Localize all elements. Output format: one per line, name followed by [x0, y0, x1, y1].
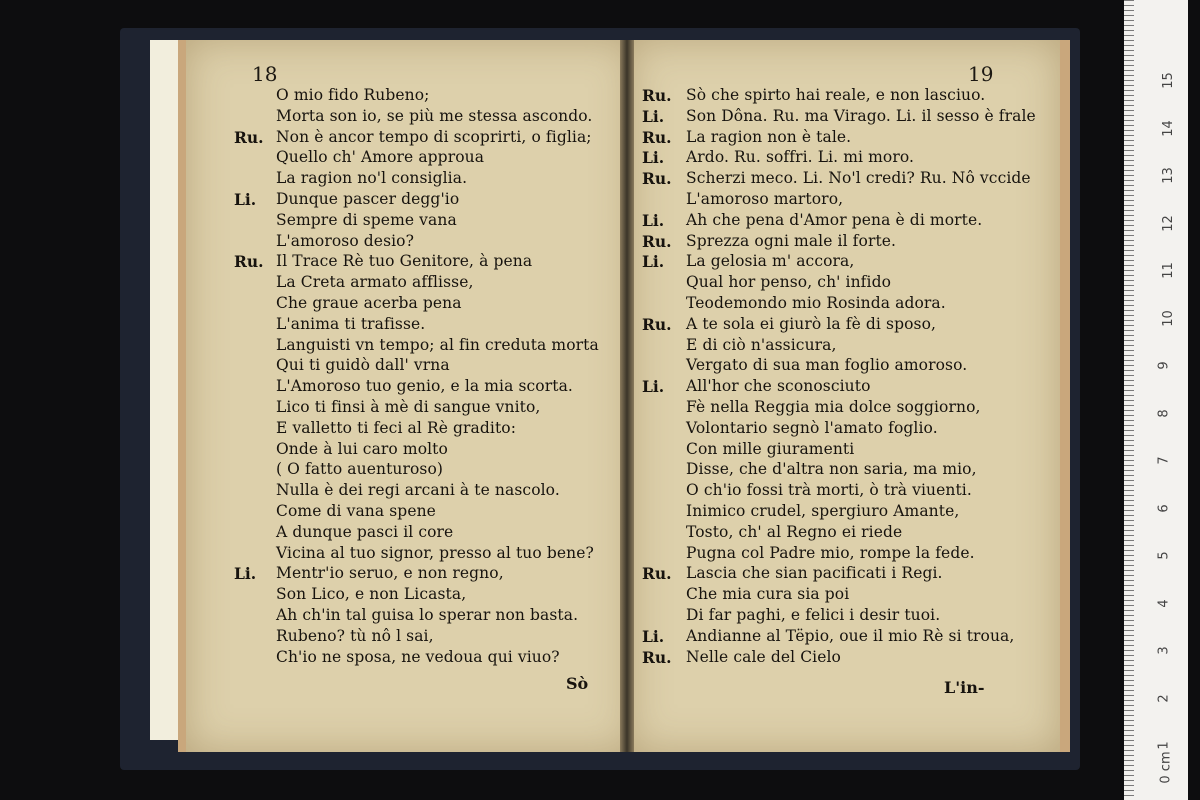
speaker-label: Li. — [642, 210, 665, 230]
ruler-number: 4 — [1156, 598, 1172, 608]
verse-line: Rubeno? tù nô l sai, — [276, 626, 434, 645]
left-page-number: 18 — [252, 62, 278, 86]
verse-line: Vicina al tuo signor, presso al tuo bene? — [276, 543, 594, 562]
book-gutter — [620, 40, 634, 752]
verse-line: E valletto ti feci al Rè gradito: — [276, 418, 517, 437]
verse-line: La ragion no'l consiglia. — [276, 169, 468, 188]
ruler-number: 12 — [1160, 214, 1176, 232]
verse-line: Languisti vn tempo; al fin creduta morta — [276, 335, 599, 354]
right-page-number: 19 — [968, 62, 994, 86]
right-catchword: L'in- — [944, 678, 985, 697]
speaker-label: Ru. — [642, 169, 672, 189]
speaker-label: Ru. — [642, 86, 672, 105]
verse-line: Inimico crudel, spergiuro Amante, — [686, 502, 960, 520]
verse-line: A te sola ei giurò la fè di sposo, — [686, 314, 937, 333]
verse-line: La ragion non è tale. — [686, 127, 852, 146]
ruler-number: 10 — [1160, 309, 1176, 327]
ruler-number: 2 — [1156, 693, 1172, 703]
verse-line: Pugna col Padre mio, rompe la fede. — [686, 543, 975, 562]
verse-line: Onde à lui caro molto — [276, 439, 448, 458]
ruler-number: 11 — [1160, 262, 1176, 279]
verse-line: Fè nella Reggia mia dolce soggiorno, — [686, 398, 981, 416]
verse-line: A dunque pasci il core — [276, 522, 454, 541]
speaker-label: Li. — [642, 106, 665, 126]
verse-line: Teodemondo mio Rosinda adora. — [686, 294, 946, 312]
verse-line: Nulla è dei regi arcani à te nascolo. — [276, 481, 560, 500]
speaker-label: Ru. — [642, 647, 672, 667]
verse-line: Con mille giuramenti — [686, 439, 855, 458]
speaker-label: Ru. — [642, 564, 672, 584]
verse-line: L'Amoroso tuo genio, e la mia scorta. — [276, 377, 573, 396]
ruler-number: 3 — [1156, 646, 1172, 655]
ruler-number: 1 — [1156, 741, 1172, 750]
speaker-label: Ru. — [642, 314, 672, 334]
ruler-number: 13 — [1160, 167, 1176, 184]
speaker-label: Li. — [642, 252, 665, 272]
speaker-label: Li. — [234, 190, 257, 209]
ruler-number: 9 — [1156, 361, 1172, 370]
ruler-number: 7 — [1156, 456, 1172, 465]
speaker-label: Ru. — [642, 231, 672, 251]
verse-line: Ah che pena d'Amor pena è di morte. — [686, 210, 983, 229]
verse-line: Dunque pascer degg'io — [276, 190, 460, 208]
verse-line: Vergato di sua man foglio amoroso. — [686, 356, 968, 375]
left-catchword: Sò — [566, 674, 589, 693]
verse-line: Mentr'io seruo, e non regno, — [276, 564, 504, 583]
verse-line: Disse, che d'altra non saria, ma mio, — [686, 460, 977, 479]
ruler-number: 14 — [1160, 119, 1176, 137]
verse-line: Ardo. Ru. soffri. Li. mi moro. — [686, 148, 915, 167]
speaker-label: Li. — [642, 377, 665, 397]
right-page — [630, 40, 1070, 752]
speaker-label: Li. — [234, 564, 257, 584]
verse-line: Che mia cura sia poi — [686, 585, 850, 604]
verse-line: Volontario segnò l'amato foglio. — [686, 418, 938, 437]
verse-line: O mio fido Rubeno; — [276, 86, 430, 104]
verse-line: Sempre di speme vana — [276, 210, 457, 229]
verse-line: Come di vana spene — [276, 502, 436, 520]
ruler-number: 15 — [1160, 72, 1176, 89]
verse-line: All'hor che sconosciuto — [686, 377, 871, 396]
speaker-label: Ru. — [642, 127, 672, 147]
verse-line: Morta son io, se più me stessa ascondo. — [276, 106, 593, 125]
verse-line: Di far paghi, e felici i desir tuoi. — [686, 606, 941, 624]
left-page — [178, 40, 632, 752]
verse-line: L'amoroso martoro, — [686, 190, 844, 208]
verse-line: Scherzi meco. Li. No'l credi? Ru. Nô vccide — [686, 169, 1031, 188]
verse-line: O ch'io fossi trà morti, ò trà viuenti. — [686, 481, 972, 500]
ruler-number: 5 — [1156, 551, 1172, 560]
verse-line: ( O fatto auenturoso) — [276, 460, 444, 479]
verse-line: Qui ti guidò dall' vrna — [276, 356, 450, 375]
verse-line: Sò che spirto hai reale, e non lasciuo. — [686, 86, 986, 104]
verse-line: Lascia che sian pacificati i Regi. — [686, 564, 943, 583]
verse-line: Quello ch' Amore approua — [276, 148, 485, 167]
verse-line: L'anima ti trafisse. — [276, 314, 426, 333]
verse-line: Lico ti finsi à mè di sangue vnito, — [276, 398, 541, 416]
speaker-label: Ru. — [234, 252, 264, 272]
verse-line: Ah ch'in tal guisa lo sperar non basta. — [276, 606, 579, 624]
verse-line: La Creta armato afflisse, — [276, 273, 474, 292]
ruler-number: 8 — [1156, 408, 1172, 418]
verse-line: Son Dôna. Ru. ma Virago. Li. il sesso è frale — [686, 106, 1036, 125]
verse-line: E di ciò n'assicura, — [686, 335, 837, 354]
verse-line: La gelosia m' accora, — [686, 252, 855, 271]
verse-line: Andianne al Tëpio, oue il mio Rè si troua, — [686, 626, 1015, 645]
verse-line: Son Lico, e non Licasta, — [276, 585, 467, 604]
verse-line: Nelle cale del Cielo — [686, 647, 841, 666]
verse-line: Qual hor penso, ch' infido — [686, 273, 892, 292]
ruler-unit: 0 cm — [1158, 751, 1174, 784]
speaker-label: Li. — [642, 626, 665, 646]
verse-line: Il Trace Rè tuo Genitore, à pena — [276, 252, 533, 271]
verse-line: Che graue acerba pena — [276, 294, 462, 312]
verse-line: Tosto, ch' al Regno ei riede — [686, 522, 903, 541]
verse-line: Ch'io ne sposa, ne vedoua qui viuo? — [276, 647, 560, 666]
measurement-ruler — [1124, 0, 1188, 800]
speaker-label: Ru. — [234, 127, 264, 147]
verse-line: Sprezza ogni male il forte. — [686, 231, 897, 250]
speaker-label: Li. — [642, 148, 665, 168]
verse-line: L'amoroso desio? — [276, 231, 415, 250]
ruler-number: 6 — [1156, 503, 1172, 513]
verse-line: Non è ancor tempo di scoprirti, o figlia; — [276, 127, 592, 146]
